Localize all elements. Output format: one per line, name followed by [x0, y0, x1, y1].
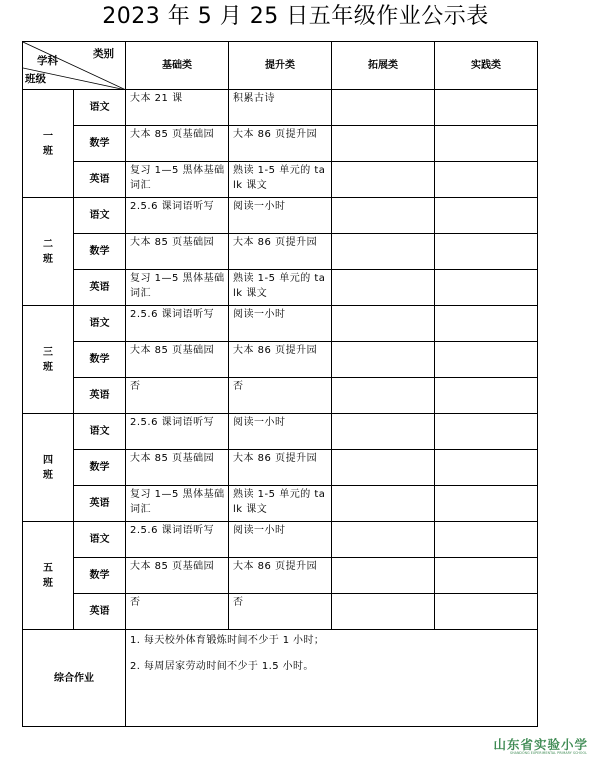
class-name: 一 班	[43, 130, 53, 157]
school-logo-text: 山东省实验小学	[493, 737, 588, 752]
homework-text: 阅读一小时	[233, 201, 286, 212]
table-row	[23, 522, 538, 558]
summary-label: 综合作业	[23, 630, 126, 727]
homework-cell-extended	[332, 234, 435, 270]
homework-text: 大本 85 页基础园	[130, 453, 215, 464]
class-name: 五 班	[43, 562, 53, 589]
class-name: 三 班	[43, 346, 53, 373]
table-row	[23, 90, 538, 126]
homework-cell-practice	[435, 486, 538, 522]
homework-cell-basic	[126, 594, 229, 630]
homework-cell-practice	[435, 558, 538, 594]
homework-text: 大本 85 页基础园	[130, 237, 215, 248]
homework-cell-basic	[126, 558, 229, 594]
homework-cell-basic	[126, 450, 229, 486]
homework-cell-advanced	[229, 306, 332, 342]
homework-cell-advanced	[229, 486, 332, 522]
homework-cell-extended	[332, 162, 435, 198]
homework-text	[435, 558, 537, 559]
class-name-cell	[23, 522, 74, 630]
homework-text	[435, 342, 537, 343]
homework-text	[435, 234, 537, 235]
subject-cell: 语文	[74, 306, 126, 342]
homework-text	[332, 342, 434, 343]
homework-cell-extended	[332, 90, 435, 126]
homework-cell-practice	[435, 198, 538, 234]
homework-text: 大本 86 页提升园	[233, 237, 318, 248]
homework-table	[22, 41, 538, 727]
homework-cell-advanced	[229, 162, 332, 198]
homework-text: 大本 85 页基础园	[130, 561, 215, 572]
homework-text: 2.5.6 课词语听写	[130, 309, 215, 320]
homework-text: 复习 1—5 黑体基础词汇	[130, 165, 225, 191]
homework-cell-advanced	[229, 450, 332, 486]
homework-cell-advanced	[229, 522, 332, 558]
table-row	[23, 162, 538, 198]
corner-header-cell	[23, 42, 126, 90]
homework-cell-extended	[332, 306, 435, 342]
homework-text	[435, 126, 537, 127]
table-row	[23, 126, 538, 162]
homework-cell-basic	[126, 162, 229, 198]
homework-cell-basic	[126, 522, 229, 558]
homework-text	[435, 306, 537, 307]
homework-text: 阅读一小时	[233, 417, 286, 428]
homework-text	[332, 306, 434, 307]
subject-cell: 数学	[74, 450, 126, 486]
homework-text	[435, 450, 537, 451]
homework-cell-extended	[332, 342, 435, 378]
homework-text: 否	[233, 381, 244, 392]
homework-text	[435, 198, 537, 199]
homework-text: 阅读一小时	[233, 525, 286, 536]
subject-cell: 英语	[74, 594, 126, 630]
homework-cell-advanced	[229, 594, 332, 630]
homework-cell-basic	[126, 486, 229, 522]
column-header-extended: 拓展类	[332, 42, 435, 90]
homework-cell-basic	[126, 126, 229, 162]
homework-text: 熟读 1-5 单元的 talk 课文	[233, 165, 326, 191]
summary-row	[23, 630, 538, 727]
corner-category-label: 类别	[93, 48, 114, 60]
homework-text	[435, 270, 537, 271]
homework-text: 否	[130, 597, 141, 608]
class-name: 二 班	[43, 238, 53, 265]
homework-text: 否	[233, 597, 244, 608]
homework-cell-advanced	[229, 558, 332, 594]
homework-cell-advanced	[229, 198, 332, 234]
homework-cell-advanced	[229, 342, 332, 378]
homework-text: 2.5.6 课词语听写	[130, 201, 215, 212]
summary-content	[126, 630, 538, 727]
homework-cell-advanced	[229, 234, 332, 270]
school-logo	[493, 735, 588, 757]
homework-cell-extended	[332, 450, 435, 486]
table-row	[23, 270, 538, 306]
homework-text	[332, 198, 434, 199]
summary-line: 1. 每天校外体育锻炼时间不少于 1 小时；	[130, 635, 325, 646]
class-name-cell	[23, 306, 74, 414]
subject-cell: 语文	[74, 198, 126, 234]
school-logo-subtext: SHANDONG EXPERIMENTAL PRIMARY SCHOOL	[510, 751, 587, 755]
class-name-cell	[23, 414, 74, 522]
homework-text	[435, 378, 537, 379]
homework-text	[332, 414, 434, 415]
homework-cell-practice	[435, 306, 538, 342]
homework-cell-advanced	[229, 270, 332, 306]
homework-cell-extended	[332, 126, 435, 162]
homework-cell-practice	[435, 162, 538, 198]
table-row	[23, 234, 538, 270]
homework-text	[332, 522, 434, 523]
column-header-basic: 基础类	[126, 42, 229, 90]
homework-cell-practice	[435, 450, 538, 486]
subject-cell: 数学	[74, 234, 126, 270]
homework-text: 大本 86 页提升园	[233, 129, 318, 140]
class-name-cell	[23, 198, 74, 306]
subject-cell: 语文	[74, 522, 126, 558]
homework-cell-extended	[332, 378, 435, 414]
homework-cell-extended	[332, 522, 435, 558]
homework-cell-extended	[332, 414, 435, 450]
table-row	[23, 378, 538, 414]
homework-text	[435, 486, 537, 487]
homework-cell-advanced	[229, 90, 332, 126]
homework-cell-practice	[435, 342, 538, 378]
homework-text: 大本 86 页提升园	[233, 453, 318, 464]
homework-cell-extended	[332, 558, 435, 594]
homework-cell-practice	[435, 522, 538, 558]
subject-cell: 英语	[74, 486, 126, 522]
homework-cell-advanced	[229, 126, 332, 162]
homework-text	[332, 126, 434, 127]
homework-cell-practice	[435, 414, 538, 450]
homework-text	[435, 414, 537, 415]
homework-cell-extended	[332, 270, 435, 306]
homework-text: 否	[130, 381, 141, 392]
homework-cell-basic	[126, 306, 229, 342]
homework-cell-advanced	[229, 378, 332, 414]
corner-subject-label: 学科	[37, 55, 58, 67]
homework-text: 熟读 1-5 单元的 talk 课文	[233, 489, 326, 515]
header-row	[23, 42, 538, 90]
homework-cell-practice	[435, 234, 538, 270]
homework-text	[332, 558, 434, 559]
homework-cell-extended	[332, 594, 435, 630]
homework-text: 大本 85 页基础园	[130, 345, 215, 356]
homework-cell-basic	[126, 414, 229, 450]
homework-text: 积累古诗	[233, 93, 275, 104]
homework-text	[435, 90, 537, 91]
homework-cell-advanced	[229, 414, 332, 450]
subject-cell: 英语	[74, 270, 126, 306]
homework-cell-basic	[126, 234, 229, 270]
subject-cell: 语文	[74, 90, 126, 126]
homework-cell-practice	[435, 126, 538, 162]
page-title: 2023 年 5 月 25 日五年级作业公示表	[102, 4, 489, 29]
table-row	[23, 558, 538, 594]
table-row	[23, 414, 538, 450]
homework-cell-basic	[126, 378, 229, 414]
homework-text: 大本 21 课	[130, 93, 183, 104]
homework-text	[332, 90, 434, 91]
homework-text	[332, 450, 434, 451]
homework-text: 阅读一小时	[233, 309, 286, 320]
table-row	[23, 450, 538, 486]
homework-text	[332, 270, 434, 271]
subject-cell: 英语	[74, 378, 126, 414]
homework-text: 复习 1—5 黑体基础词汇	[130, 489, 225, 515]
homework-text	[332, 378, 434, 379]
homework-text	[435, 594, 537, 595]
column-header-practice: 实践类	[435, 42, 538, 90]
homework-text	[435, 162, 537, 163]
homework-text: 熟读 1-5 单元的 talk 课文	[233, 273, 326, 299]
subject-cell: 数学	[74, 126, 126, 162]
class-name-cell	[23, 90, 74, 198]
homework-cell-extended	[332, 198, 435, 234]
table-row	[23, 594, 538, 630]
homework-text	[435, 522, 537, 523]
homework-text: 2.5.6 课词语听写	[130, 525, 215, 536]
homework-cell-basic	[126, 198, 229, 234]
subject-cell: 英语	[74, 162, 126, 198]
table-row	[23, 198, 538, 234]
homework-text	[332, 234, 434, 235]
homework-cell-basic	[126, 270, 229, 306]
subject-cell: 数学	[74, 558, 126, 594]
homework-cell-practice	[435, 378, 538, 414]
corner-class-label: 班级	[25, 73, 46, 85]
homework-cell-practice	[435, 270, 538, 306]
homework-text: 大本 85 页基础园	[130, 129, 215, 140]
homework-text: 大本 86 页提升园	[233, 561, 318, 572]
homework-text: 大本 86 页提升园	[233, 345, 318, 356]
homework-text	[332, 486, 434, 487]
subject-cell: 语文	[74, 414, 126, 450]
homework-text: 复习 1—5 黑体基础词汇	[130, 273, 225, 299]
homework-cell-extended	[332, 486, 435, 522]
homework-cell-basic	[126, 90, 229, 126]
homework-text	[332, 162, 434, 163]
homework-text	[332, 594, 434, 595]
homework-cell-practice	[435, 90, 538, 126]
summary-line: 2. 每周居家劳动时间不少于 1.5 小时。	[130, 661, 314, 672]
class-name: 四 班	[43, 454, 53, 481]
column-header-advanced: 提升类	[229, 42, 332, 90]
table-row	[23, 306, 538, 342]
subject-cell: 数学	[74, 342, 126, 378]
homework-cell-practice	[435, 594, 538, 630]
table-row	[23, 486, 538, 522]
homework-text: 2.5.6 课词语听写	[130, 417, 215, 428]
table-row	[23, 342, 538, 378]
homework-cell-basic	[126, 342, 229, 378]
